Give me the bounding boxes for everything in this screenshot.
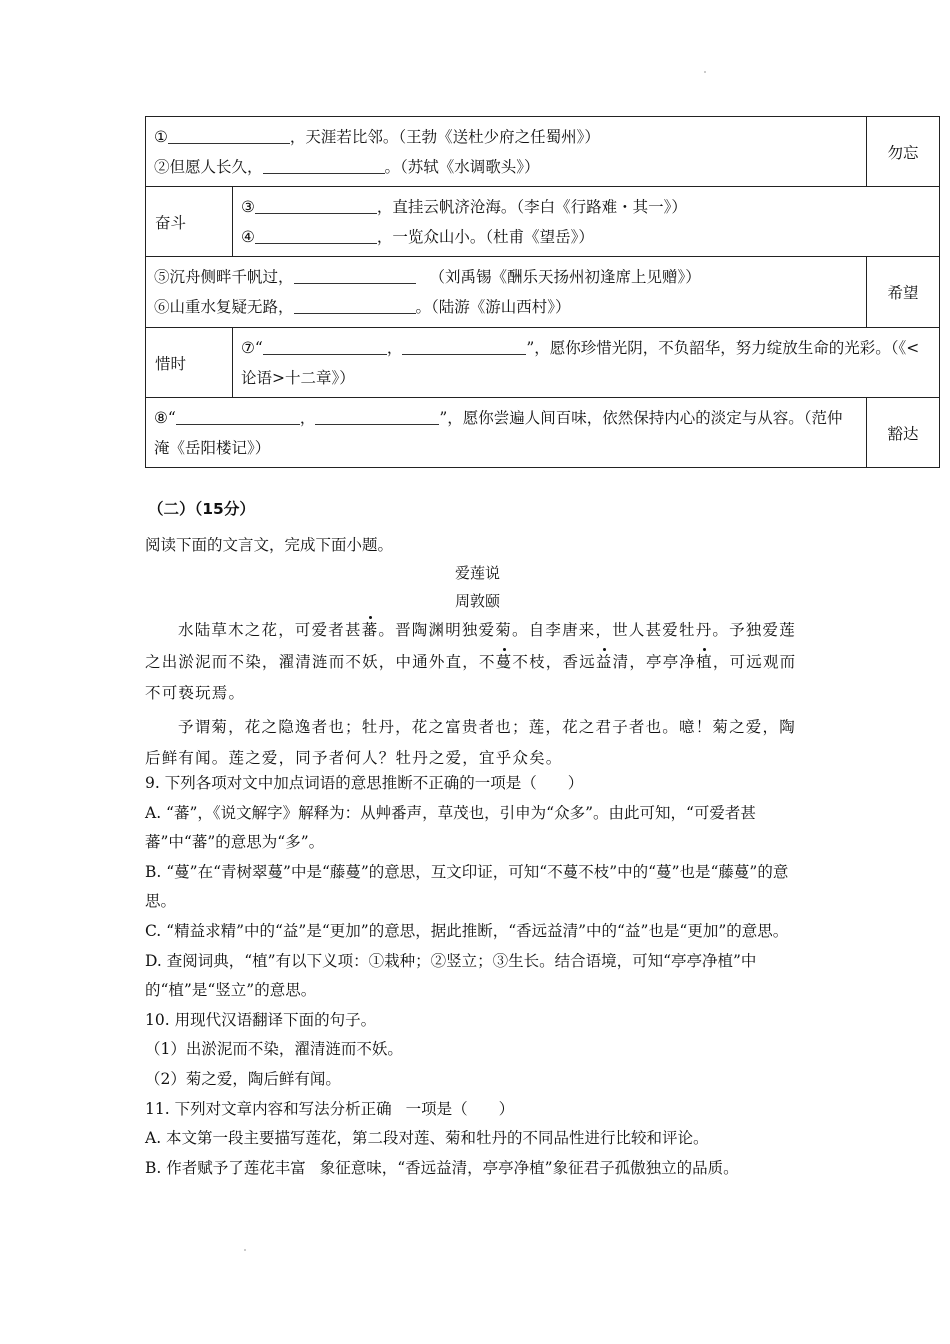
fill-blank[interactable] (294, 267, 416, 284)
passage-paragraph-2: 予谓菊，花之隐逸者也；牡丹，花之富贵者也；莲，花之君子者也。噫！菊之爱，陶后鲜有闻。莲之爱，同予者何人？牡丹之爱，宜乎众矣。 (145, 717, 796, 767)
fill-blank[interactable] (176, 408, 300, 425)
table-cell-lines (233, 187, 940, 257)
theme-cell: 勿忘 (867, 117, 940, 187)
question-10-part-1: （1）出淤泥而不染，濯清涟而不妖。 (145, 1040, 403, 1059)
line-3: ③ ，直挂云帆济沧海。（李白《行路难・其一》） (241, 197, 687, 216)
theme-cell: 豁达 (867, 398, 940, 468)
option-11b: B. 作者赋予了莲花丰富 象征意味，“香远益清，亭亭净植”象征君子孤傲独立的品质。 (145, 1158, 739, 1177)
table-row (146, 187, 940, 257)
poetry-fill-in-table (145, 116, 940, 468)
fill-blank[interactable] (315, 408, 439, 425)
passage-title: 爱莲说 (454, 564, 500, 582)
fill-blank[interactable] (168, 127, 290, 144)
fill-blank[interactable] (263, 157, 385, 174)
dotted-word: 植 (696, 652, 713, 671)
table-cell-lines (146, 257, 867, 328)
fill-blank[interactable] (255, 197, 377, 214)
table-cell-lines (146, 117, 867, 187)
question-11: 11. 下列对文章内容和写法分析正确 一项是（ ） (145, 1099, 515, 1118)
table-row (146, 117, 940, 187)
option-11a: A. 本文第一段主要描写莲花，第二段对莲、菊和牡丹的不同品性进行比较和评论。 (145, 1129, 709, 1148)
question-10-part-2: （2）菊之爱，陶后鲜有闻。 (145, 1069, 341, 1088)
passage-paragraph-1: 水陆草木之花，可爱者甚蕃。晋陶渊明独爱菊。自李唐来，世人甚爱牡丹。予独爱莲之出淤泥而不染，濯清涟而不妖，中通外直，不蔓不枝，香远益清，亭亭净植，可远观而不可亵玩焉。 (145, 621, 797, 702)
header-dot (704, 71, 706, 73)
table-cell-lines: ⑦“ ， ”，愿你珍惜光阴，不负韶华，努力绽放生命的光彩。（《<论语>十二章》） (233, 328, 940, 398)
option-9a: A. “蕃”，《说文解字》解释为：从艸番声，草茂也，引申为“众多”。由此可知，“可爱者甚蕃”中“蕃”的意思为“多”。 (145, 803, 756, 852)
dotted-word: 蔓 (495, 652, 513, 671)
option-9c: C. “精益求精”中的“益”是“更加”的意思，据此推断，“香远益清”中的“益”也是“更加”的意思。 (145, 921, 789, 940)
table-row (146, 398, 940, 468)
fill-blank[interactable] (402, 338, 526, 355)
theme-cell: 希望 (867, 257, 940, 328)
theme-cell: 奋斗 (146, 187, 233, 257)
table-cell-lines: ⑧“ ， ”，愿你尝遍人间百味，依然保持内心的淡定与从容。（范仲淹《岳阳楼记》） (146, 398, 867, 468)
option-9b: B. “蔓”在“青树翠蔓”中是“藤蔓”的意思，互文印证，可知“不蔓不枝”中的“蔓”也是“藤蔓”的意思。 (145, 862, 789, 911)
line-2: ②但愿人长久， 。（苏轼《水调歌头》） (154, 157, 540, 176)
fill-blank[interactable] (255, 227, 377, 244)
line-5: ⑤沉舟侧畔千帆过， （刘禹锡《酬乐天扬州初逢席上见赠》） (154, 268, 701, 286)
fill-blank[interactable] (263, 338, 387, 355)
option-9d: D. 查阅词典，“植”有以下义项：①栽种；②竖立；③生长。结合语境，可知“亭亭净植”中的“植”是“竖立”的意思。 (145, 951, 757, 1000)
line-1: ① ，天涯若比邻。（王勃《送杜少府之任蜀州》） (154, 127, 600, 146)
section-heading: （二）（15分） (148, 500, 255, 518)
question-10: 10. 用现代汉语翻译下面的句子。 (145, 1010, 377, 1029)
table-row (146, 328, 940, 398)
passage-body (145, 615, 805, 775)
dotted-word: 蕃 (361, 621, 379, 639)
line-6: ⑥山重水复疑无路， 。（陆游《游山西村》） (154, 298, 571, 316)
instruction: 阅读下面的文言文，完成下面小题。 (145, 536, 394, 554)
footer-dot (244, 1249, 246, 1251)
passage-author: 周敦颐 (454, 592, 500, 610)
question-9: 9. 下列各项对文中加点词语的意思推断不正确的一项是（ ） (145, 774, 584, 792)
dotted-word: 益 (595, 652, 613, 671)
theme-cell: 惜时 (146, 328, 233, 398)
table-row (146, 257, 940, 328)
questions (145, 769, 810, 1183)
fill-blank[interactable] (294, 297, 416, 314)
line-4: ④ ，一览众山小。（杜甫《望岳》） (241, 227, 594, 246)
